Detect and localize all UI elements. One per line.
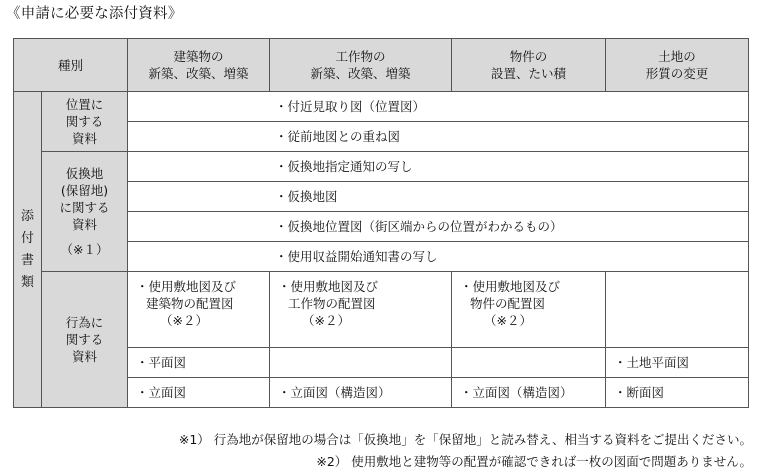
group-provisional: 仮換地 (保留地) に関する 資料 （※１） <box>42 152 128 272</box>
row-usage-notice: ・使用収益開始通知書の写し <box>128 242 749 272</box>
header-type: 種別 <box>14 39 128 92</box>
category-attached-documents: 添付書類 <box>14 92 42 408</box>
cell-land-empty <box>606 272 749 348</box>
row-provisional-location-map: ・仮換地位置図（街区端からの位置がわかるもの） <box>128 212 749 242</box>
cell-structure-elevation: ・立面図（構造図） <box>270 378 452 408</box>
cell-floor-plan: ・平面図 <box>128 348 270 378</box>
cell-land-plan: ・土地平面図 <box>606 348 749 378</box>
cell-object-empty <box>452 348 606 378</box>
cell-building-site-plan: ・使用敷地図及び 建築物の配置図 （※２） <box>128 272 270 348</box>
row-designation-notice: ・仮換地指定通知の写し <box>128 152 749 182</box>
required-documents-table <box>13 38 749 408</box>
header-structure: 工作物の 新築、改築、増築 <box>270 39 452 92</box>
cell-object-elevation: ・立面図（構造図） <box>452 378 606 408</box>
cell-object-site-plan: ・使用敷地図及び 物件の配置図 （※２） <box>452 272 606 348</box>
table-header-row <box>14 39 749 92</box>
header-land: 土地の 形質の変更 <box>606 39 749 92</box>
footnote-2: ※2） 使用敷地と建物等の配置が確認できれば一枚の図面で問題ありません。 <box>316 454 752 469</box>
header-building: 建築物の 新築、改築、増築 <box>128 39 270 92</box>
cell-land-section: ・断面図 <box>606 378 749 408</box>
row-vicinity-map: ・付近見取り図（位置図） <box>128 92 749 122</box>
page-title: 《申請に必要な添付資料》 <box>6 6 183 22</box>
table-row <box>14 152 749 182</box>
footnote-1: ※1） 行為地が保留地の場合は「仮換地」を「保留地」と読み替え、相当する資料をご提出ください。 <box>178 432 752 447</box>
group-action: 行為に 関する 資料 <box>42 272 128 408</box>
group-location: 位置に 関する 資料 <box>42 92 128 152</box>
cell-elevation: ・立面図 <box>128 378 270 408</box>
table-row <box>14 92 749 122</box>
row-overlay-map: ・従前地図との重ね図 <box>128 122 749 152</box>
cell-structure-site-plan: ・使用敷地図及び 工作物の配置図 （※２） <box>270 272 452 348</box>
cell-structure-empty <box>270 348 452 378</box>
header-object: 物件の 設置、たい積 <box>452 39 606 92</box>
row-provisional-map: ・仮換地図 <box>128 182 749 212</box>
table-row <box>14 272 749 348</box>
